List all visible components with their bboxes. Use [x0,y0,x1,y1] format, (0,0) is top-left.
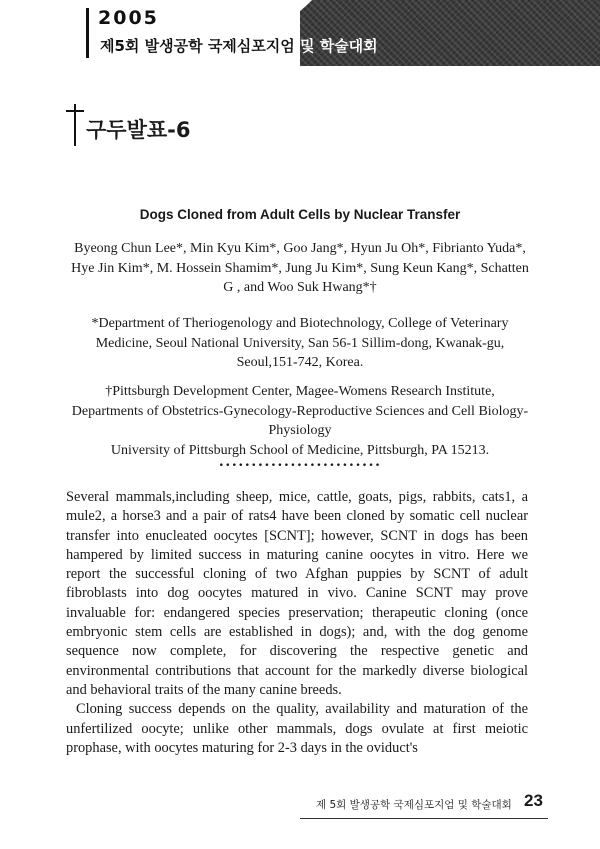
banner-year: 2005 [98,7,159,29]
affiliation-2-line3: University of Pittsburgh School of Medicine, Pittsburgh, PA 15213. [110,442,490,458]
banner-vertical-bar [86,8,89,58]
affiliation-2 [64,382,536,460]
paper-authors: Byeong Chun Lee*, Min Kyu Kim*, Goo Jang*, Hyun Ju Oh*, Fibrianto Yuda*, Hye Jin Kim*, M. Hossein Shamim*, Jung Ju Kim*, Sung Keun Kang*, Schatten G , and Woo Suk Hwang*† [71,241,529,295]
affiliation-2-line1: †Pittsburgh Development Center, Magee-Womens Research Institute, [105,384,495,399]
paper-title: Dogs Cloned from Adult Cells by Nuclear Transfer [139,207,461,222]
page-number: 23 [524,791,543,810]
banner-title-part1: 제5회 발생공학 국제심포지엄 [100,37,295,55]
body-text [66,488,528,758]
footer-conference: 제 5회 발생공학 국제심포지엄 및 학술대회 [316,799,512,811]
paragraph-2: Cloning success depends on the quality, availability and maturation of the unfertilized oocyte; unlike other mammals, dogs ovulate at first meiotic prophase, with oocytes maturing for 2-3 days in the oviduct's [66,701,528,756]
banner-conference-title [100,35,378,56]
heading-mark-horizontal [66,110,84,112]
header-banner [0,0,600,66]
section-heading-text: 구두발표-6 [86,118,191,142]
affiliation-1: *Department of Theriogenology and Biotechnology, College of Veterinary Medicine, Seoul National University, San 56-1 Sillim-dong, Kwanak-gu, Seoul,151-742, Korea. [91,316,509,370]
banner-dark-pattern [300,0,600,66]
footer-rule [300,818,548,819]
banner-title-part2: 및 학술대회 [294,37,378,55]
affiliation-2-line2: Departments of Obstetrics-Gynecology-Reproductive Sciences and Cell Biology-Physiology [71,403,529,438]
paragraph-1: Several mammals,including sheep, mice, cattle, goats, pigs, rabbits, cats1, a mule2, a horse3 and a pair of rats4 have been cloned by somatic cell nuclear transfer into enucleated oocytes [SCNT]; however, SCNT in dogs has been hampered by limited success in maturing canine oocytes in vitro. Here we report the successful cloning of two Afghan puppies by SCNT of adult fibroblasts into dog oocytes matured in vivo. Canine SCNT may prove invaluable for: endangered species preservation; therapeutic cloning (once embryonic stem cells are established in dogs); and, with the dog genome sequence now complete, for discovering the respective genetic and environmental contributions that account for the markedly diverse biological and behavioral traits of the many canine breeds. [66,489,528,698]
separator-dots: ••••••••••••••••••••••••• [218,461,382,471]
